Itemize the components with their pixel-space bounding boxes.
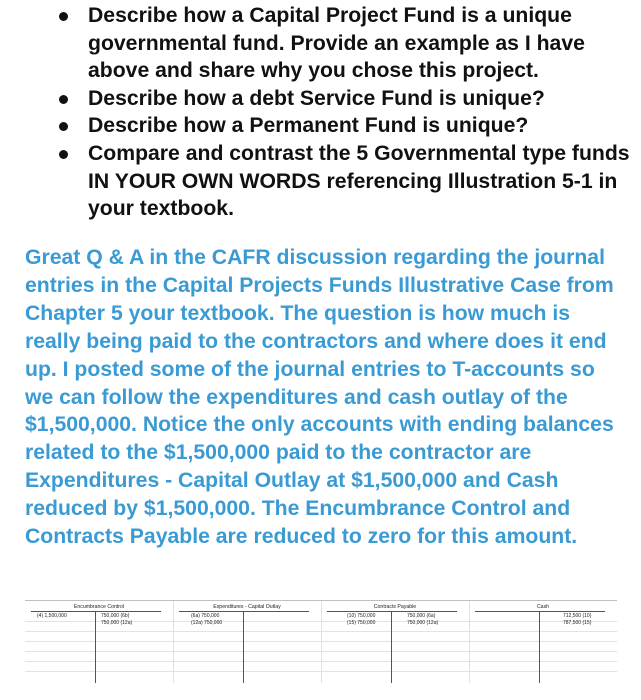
t-account-cash: [469, 601, 617, 683]
discussion-paragraph: Great Q & A in the CAFR discussion regarding the journal entries in the Capital Projects Funds Illustrative Case from Chapter 5 your textbook. The question is how much is really being paid to the contractors and where does it end up. I posted some of the journal entries to T-accounts so we can follow the expenditures and cash outlay of the $1,500,000. Notice the only accounts with ending balances related to the $1,500,000 paid to the contractor are Expenditures - Capital Outlay at $1,500,000 and Cash reduced by $1,500,000. The Encumbrance Control and Contracts Payable are reduced to zero for this amount.: [25, 246, 614, 549]
t-account-title: Contracts Payable: [373, 604, 417, 610]
t-account-rule: [179, 611, 309, 612]
t-account-rule: [391, 611, 392, 683]
question-item: Compare and contrast the 5 Governmental type funds IN YOUR OWN WORDS referencing Illustration 5-1 in your textbook.: [88, 140, 633, 223]
bullet-icon: [59, 122, 68, 131]
credit-entry: 750,000 (6b): [101, 613, 130, 619]
t-account-rule: [327, 611, 457, 612]
debit-entry: (6a) 750,000: [191, 613, 220, 619]
question-item: Describe how a Capital Project Fund is a unique governmental fund. Provide an example as I have above and share why you chose this project.: [88, 2, 633, 85]
credit-entry: 750,000 (12a): [407, 620, 439, 626]
credit-entry: 787,500 (15): [563, 620, 592, 626]
t-account-title: Encumbrance Control: [73, 604, 125, 610]
t-account-rule: [95, 611, 96, 683]
debit-entry: (4) 1,500,000: [37, 613, 67, 619]
credit-entry: 712,500 (10): [563, 613, 592, 619]
bullet-icon: [59, 95, 68, 104]
credit-entry: 750,000 (12a): [101, 620, 133, 626]
t-account-rule: [243, 611, 244, 683]
t-account-title: Cash: [536, 604, 550, 610]
t-account-rule: [539, 611, 540, 683]
t-accounts-sheet: [25, 600, 617, 683]
bullet-icon: [59, 12, 68, 21]
t-account-title: Expenditures - Capital Outlay: [213, 604, 281, 610]
t-account-contracts-payable: [321, 601, 469, 683]
bullet-icon: [59, 150, 68, 159]
credit-entry: 750,000 (6a): [407, 613, 436, 619]
question-item: Describe how a Permanent Fund is unique?: [88, 112, 633, 140]
t-account-encumbrance-control: [25, 601, 173, 683]
question-item: Describe how a debt Service Fund is unique?: [88, 85, 633, 113]
question-list: [88, 2, 633, 223]
t-account-rule: [31, 611, 161, 612]
debit-entry: (15) 750,000: [347, 620, 376, 626]
t-account-rule: [475, 611, 605, 612]
t-account-expenditures-capital-outlay: [173, 601, 321, 683]
debit-entry: (10) 750,000: [347, 613, 376, 619]
debit-entry: (12a) 750,000: [191, 620, 223, 626]
